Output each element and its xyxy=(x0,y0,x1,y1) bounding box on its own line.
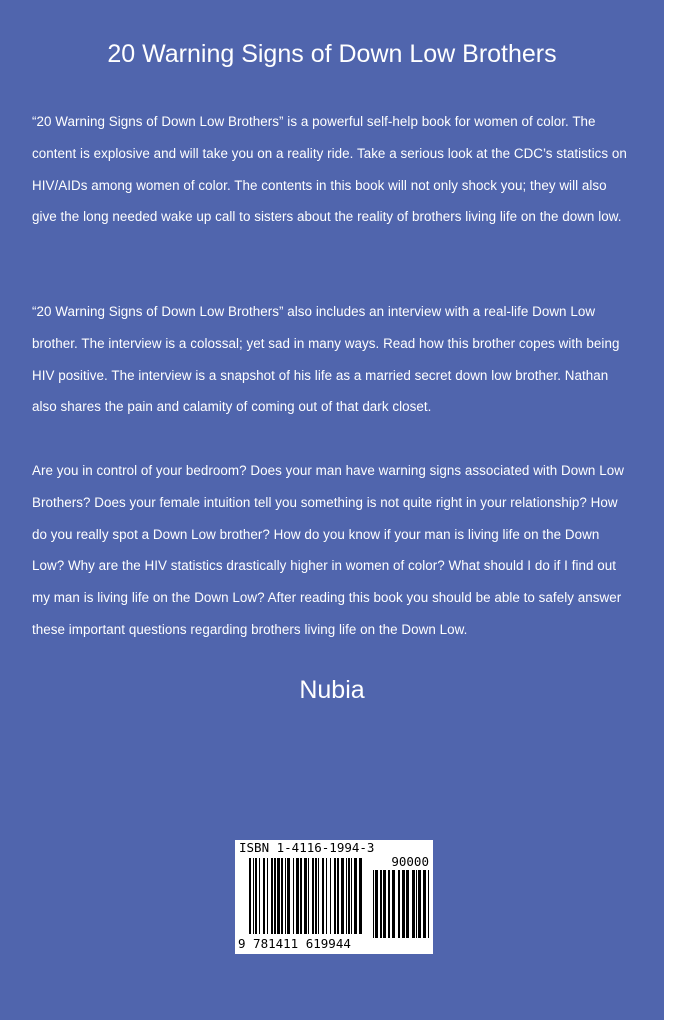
ean-digits: 9 781411 619944 xyxy=(238,936,351,951)
addon-digits: 90000 xyxy=(391,854,429,869)
description-paragraph-1: “20 Warning Signs of Down Low Brothers” is a powerful self-help book for women of color. The content is explosive and will take you on a reality ride. Take a serious look at the CDC’s statistics on HIV/AIDs among women of color. The contents in this book will not only shock you; they will also give the long needed wake up call to sisters about the reality of brothers living life on the down low. xyxy=(32,114,627,225)
isbn-label: ISBN 1-4116-1994-3 xyxy=(239,840,375,855)
book-title: 20 Warning Signs of Down Low Brothers xyxy=(107,40,557,68)
author-name: Nubia xyxy=(299,676,365,704)
isbn-barcode xyxy=(235,840,433,954)
description-paragraph-2: “20 Warning Signs of Down Low Brothers” also includes an interview with a real-life Down Low brother. The interview is a colossal; yet sad in many ways. Read how this brother copes with being HIV positive. The interview is a snapshot of his life as a married secret down low brother. Nathan also shares the pain and calamity of coming out of that dark closet. xyxy=(32,304,620,415)
description-paragraph-3: Are you in control of your bedroom? Does your man have warning signs associated with Down Low Brothers? Does your female intuition tell you something is not quite right in your relationship? How do you really spot a Down Low brother? How do you know if your man is living life on the Down Low? Why are the HIV statistics drastically higher in women of color? What should I do if I find out my man is living life on the Down Low? After reading this book you should be able to safely answer these important questions regarding brothers living life on the Down Low. xyxy=(32,463,624,637)
